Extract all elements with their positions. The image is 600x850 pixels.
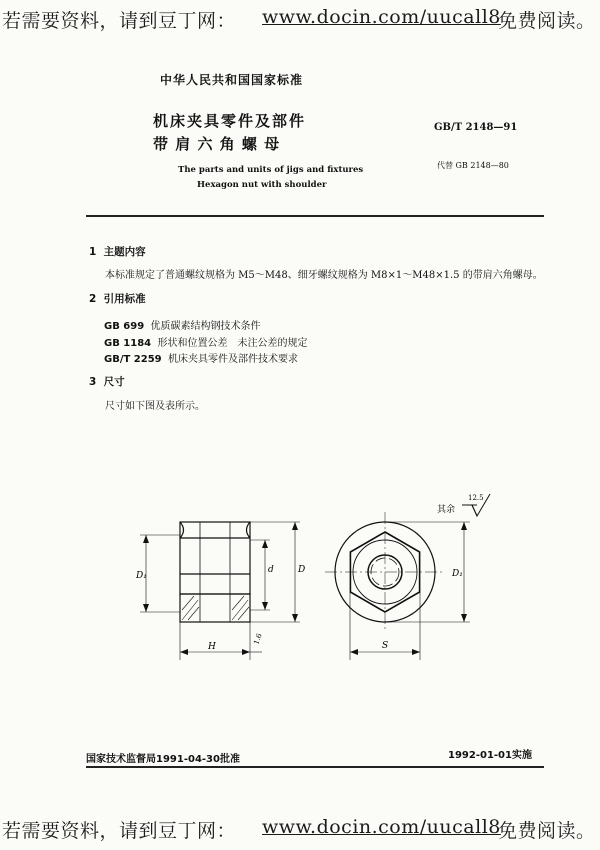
dim-label-d: d	[268, 565, 274, 575]
roughness-value: 12.5	[468, 494, 484, 502]
dim-label-S: S	[382, 641, 389, 651]
reference-item: GB 1184 形状和位置公差 未注公差的规定	[104, 338, 308, 349]
title-line-1: 机床夹具零件及部件	[153, 112, 307, 130]
watermark-url[interactable]: www.docin.com/uucall8	[262, 816, 501, 838]
national-standard-label: 中华人民共和国国家标准	[160, 73, 304, 87]
title-english-line-2: Hexagon nut with shoulder	[197, 180, 327, 190]
title-line-2: 带 肩 六 角 螺 母	[153, 135, 281, 153]
roughness-label: 其余	[437, 505, 456, 515]
section-3-heading: 3 尺寸	[89, 376, 125, 388]
standard-code: GB/T 2148—91	[434, 122, 518, 133]
watermark-suffix: 免费阅读。	[498, 820, 596, 842]
dim-label-D: D	[298, 565, 306, 575]
title-english-line-1: The parts and units of jigs and fixtures	[178, 165, 364, 175]
reference-item: GB/T 2259 机床夹具零件及部件技术要求	[104, 354, 298, 365]
watermark-prefix: 若需要资料，请到豆丁网：	[2, 820, 237, 842]
section-1-heading: 1 主题内容	[89, 246, 146, 258]
section-1-body: 本标准规定了普通螺纹规格为 M5～M48、细牙螺纹规格为 M8×1～M48×1.5 的带肩六角螺母。	[105, 270, 543, 281]
section-2-heading: 2 引用标准	[89, 293, 146, 305]
dim-label-d1-front: D₁	[452, 569, 463, 579]
replaces-standard: 代替 GB 2148—80	[437, 161, 509, 170]
reference-item: GB 699 优质碳素结构钢技术条件	[104, 321, 261, 332]
issued-by: 国家技术监督局1991-04-30批准	[86, 754, 240, 765]
nut-hex-body	[180, 522, 250, 594]
watermark-prefix: 若需要资料，请到豆丁网：	[2, 10, 237, 32]
footer-rule	[86, 766, 544, 768]
watermark-url[interactable]: www.docin.com/uucall8	[262, 6, 501, 28]
watermark-banner-bottom	[0, 810, 600, 846]
dim-label-d1-side: D₁	[136, 571, 147, 581]
dim-label-chamfer: 1.6	[252, 632, 264, 646]
section-3-body: 尺寸如下图及表所示。	[105, 401, 205, 412]
effective-date: 1992-01-01实施	[448, 750, 532, 761]
dim-label-H: H	[208, 642, 216, 652]
watermark-suffix: 免费阅读。	[498, 10, 596, 32]
